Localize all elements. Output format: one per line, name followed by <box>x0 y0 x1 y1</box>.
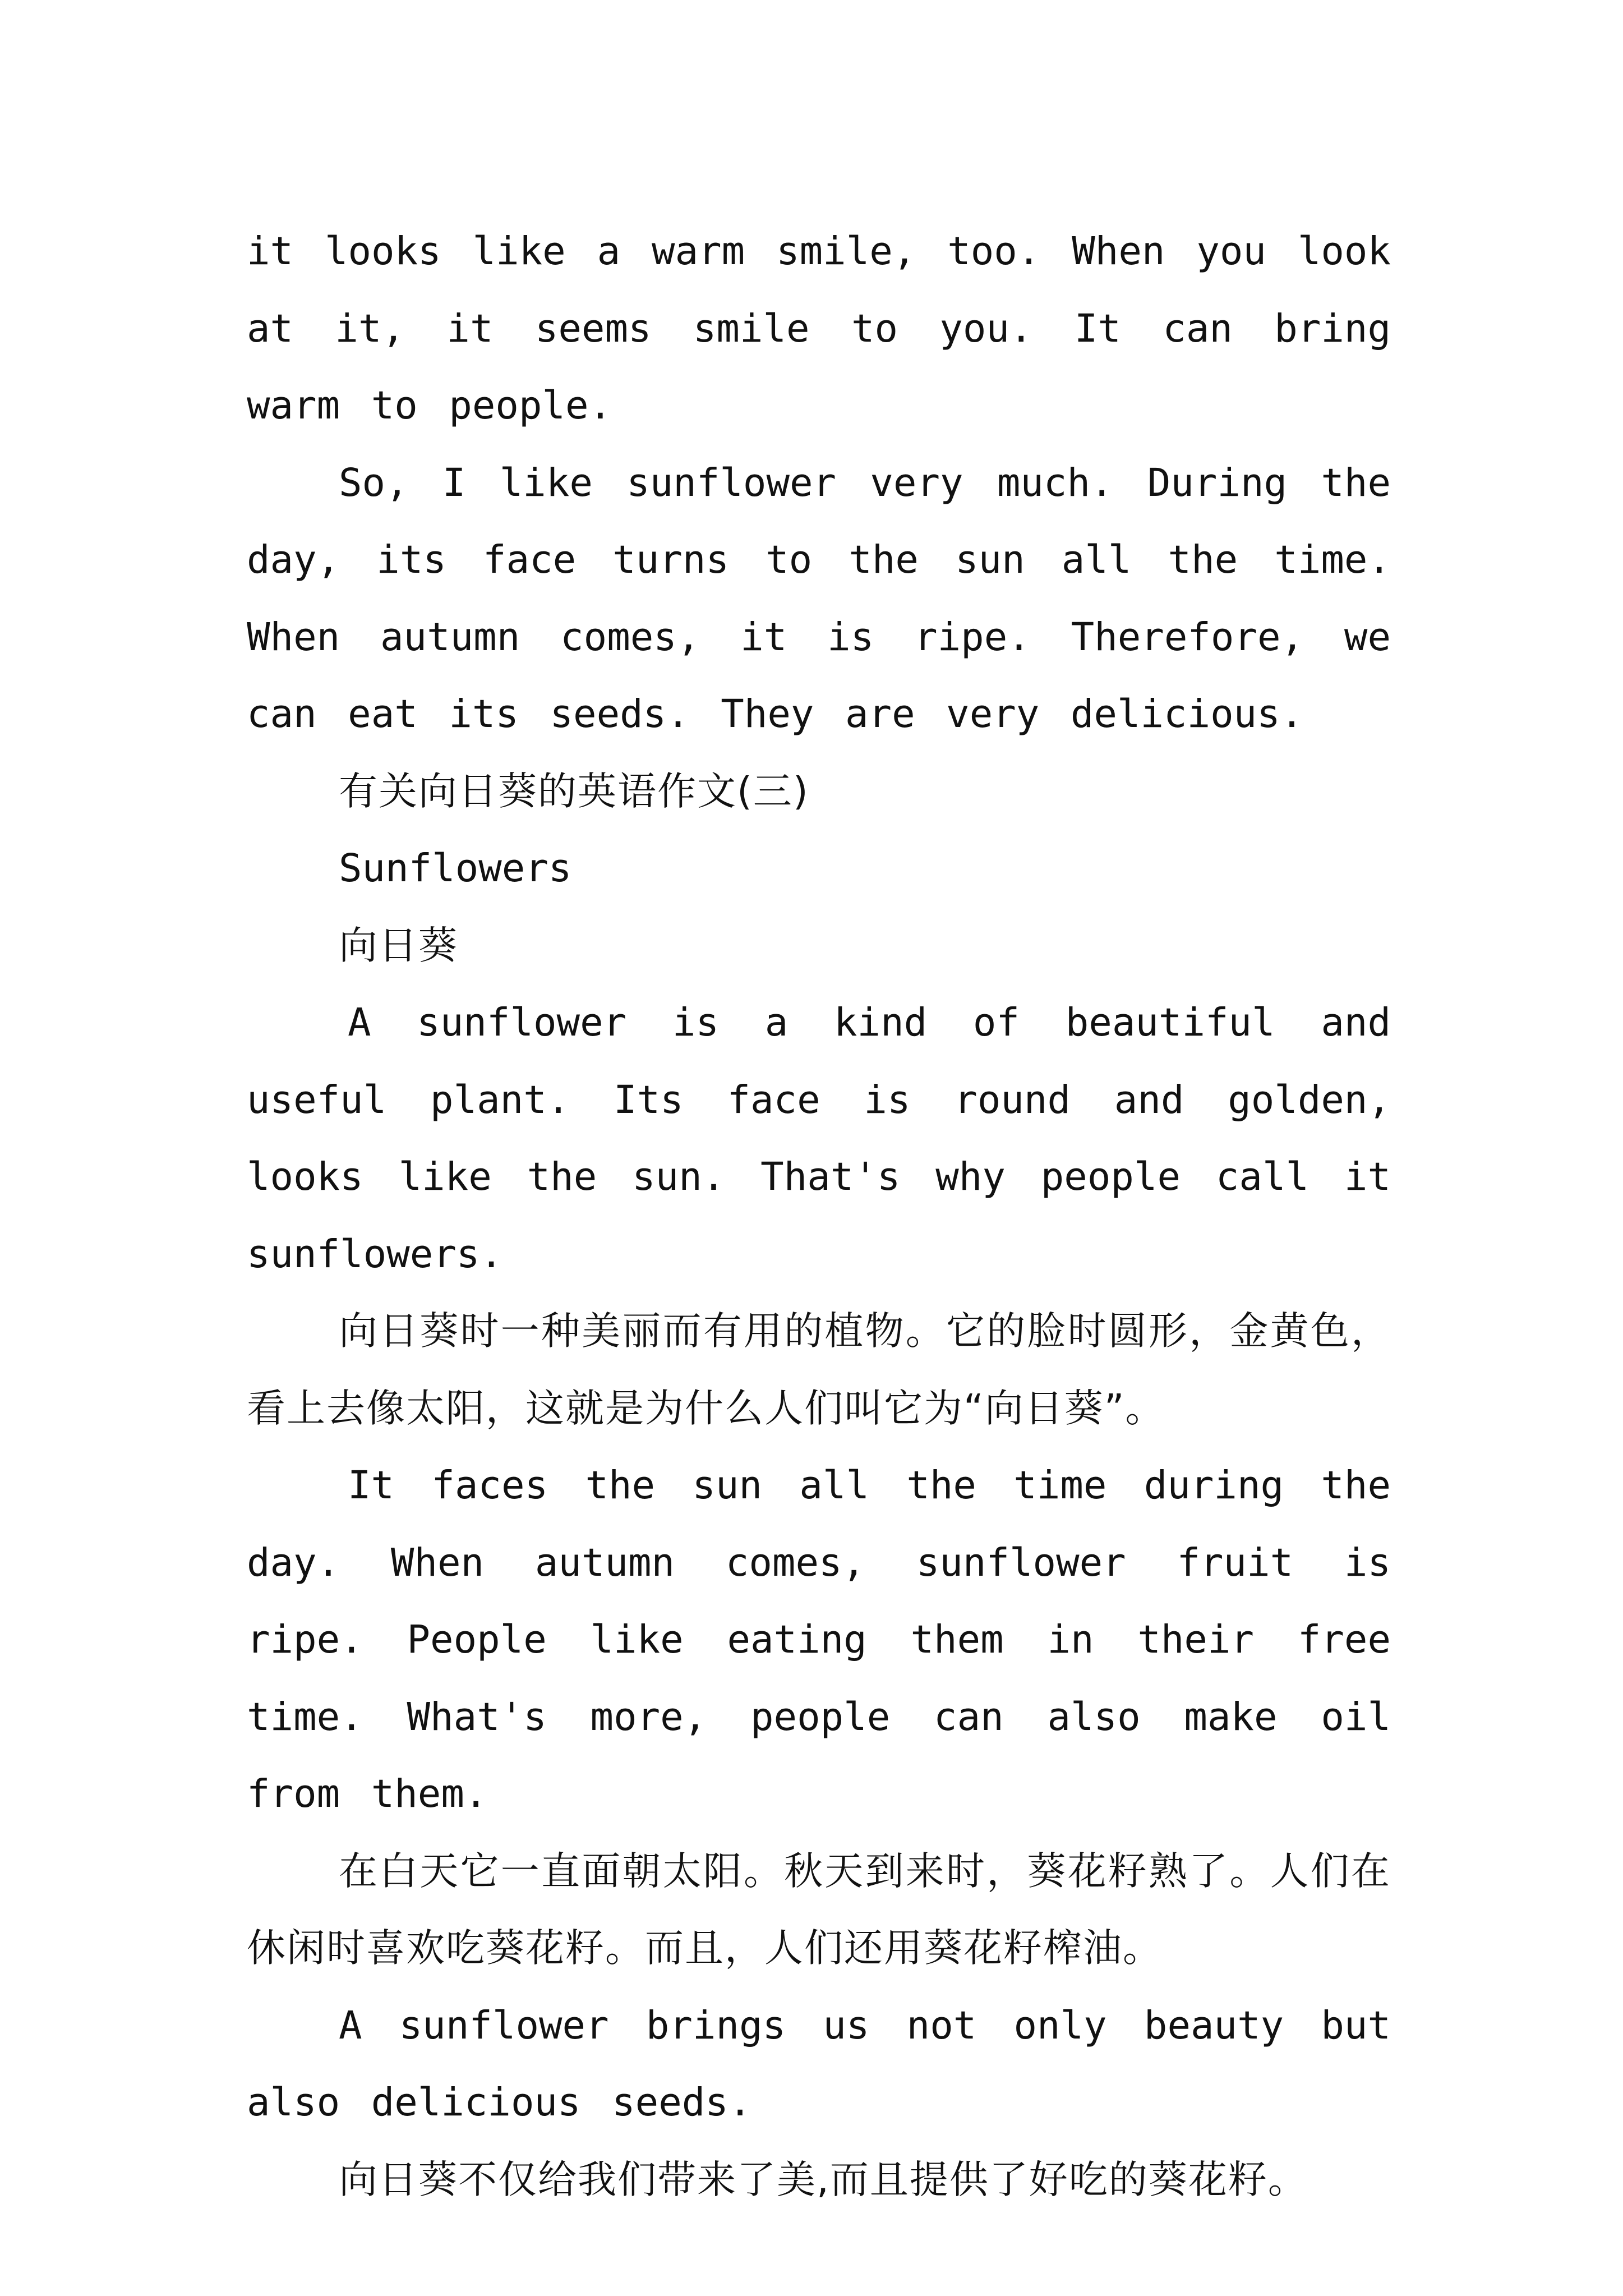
paragraph-faces-sun: It faces the sun all the time during the day. When autumn comes, sunflower fruit is ripe. People like eating them in their free time. What's more, people can also make oil from them. <box>247 1463 1391 1816</box>
paragraph-beautiful-plant-chinese: 向日葵时一种美丽而有用的植物。它的脸时圆形，金黄色，看上去像太阳，这就是为什么人们叫它为“向日葵”。 <box>247 1309 1391 1431</box>
paragraph-beauty-seeds: A sunflower brings us not only beauty but also delicious seeds. <box>247 2003 1391 2125</box>
paragraph-beauty-seeds-chinese: 向日葵不仅给我们带来了美,而且提供了好吃的葵花籽。 <box>339 2157 1308 2202</box>
paragraph-warm-smile: it looks like a warm smile, too. When you look at it, it seems smile to you. It can bring warm to people. <box>247 229 1391 428</box>
essay-title-chinese: 向日葵 <box>339 923 458 968</box>
paragraph-faces-sun-chinese: 在白天它一直面朝太阳。秋天到来时，葵花籽熟了。人们在休闲时喜欢吃葵花籽。而且，人们还用葵花籽榨油。 <box>247 1848 1391 1971</box>
paragraph-like-sunflower: So, I like sunflower very much. During the day, its face turns to the sun all the time. When autumn comes, it is ripe. Therefore, we can eat its seeds. They are very delicious. <box>247 460 1391 737</box>
section-heading: 有关向日葵的英语作文(三) <box>339 769 809 814</box>
paragraph-beautiful-plant: A sunflower is a kind of beautiful and useful plant. Its face is round and golden, looks like the sun. That's why people call it sunflowers. <box>247 1000 1391 1277</box>
document-body <box>247 213 1391 2219</box>
essay-title-english: Sunflowers <box>339 846 572 891</box>
